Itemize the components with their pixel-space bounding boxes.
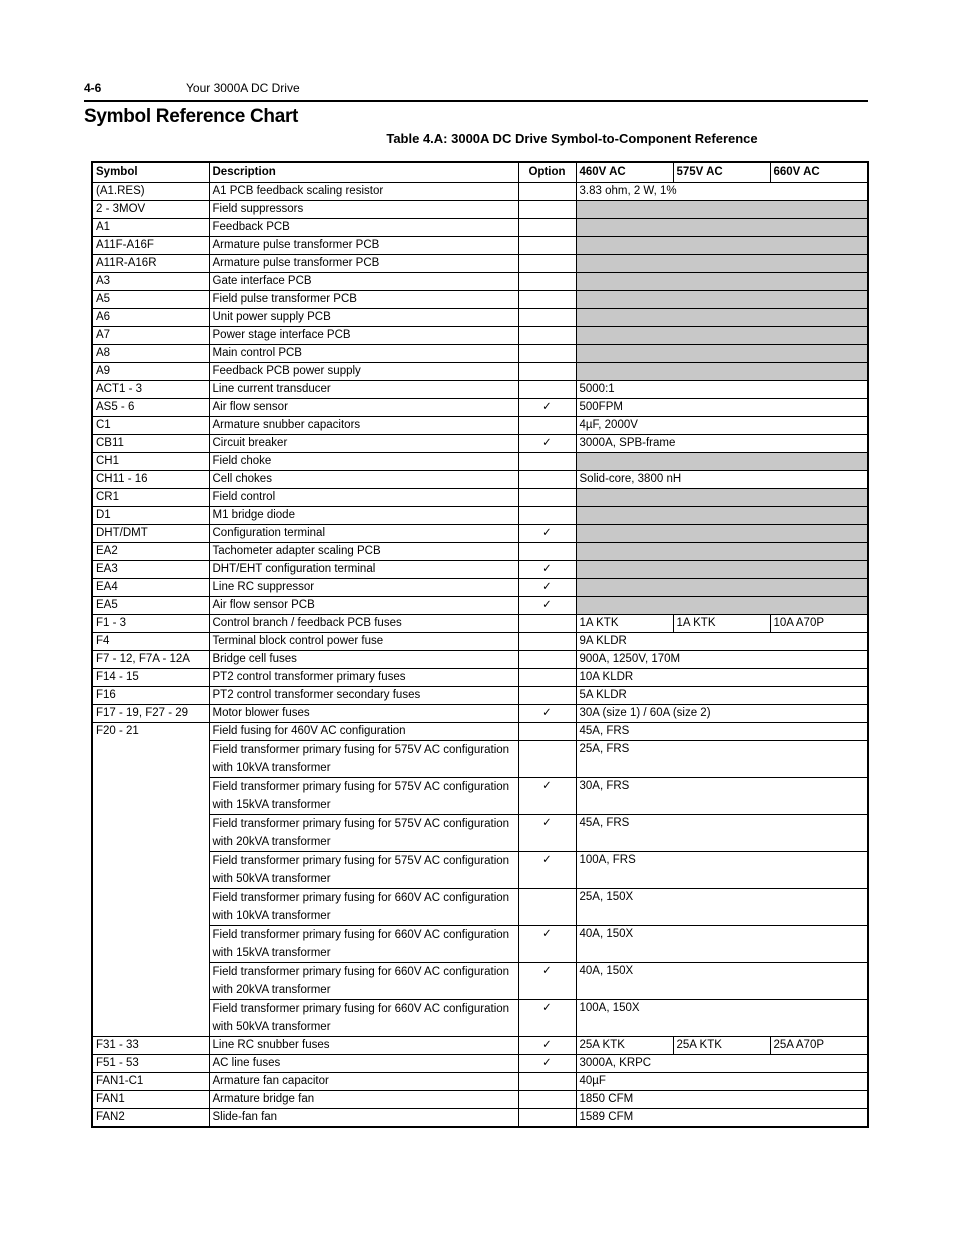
description-cell: Line RC snubber fuses <box>209 1037 518 1055</box>
value-575v: 1A KTK <box>673 615 770 633</box>
option-cell <box>518 1091 576 1109</box>
symbol-cell: FAN2 <box>92 1109 209 1128</box>
description-cell: Bridge cell fuses <box>209 651 518 669</box>
value-cell: 10A KLDR <box>576 669 868 687</box>
value-cell: 9A KLDR <box>576 633 868 651</box>
col-symbol: Symbol <box>92 162 209 183</box>
symbol-cell: DHT/DMT <box>92 525 209 543</box>
value-cell-shaded <box>576 561 868 579</box>
symbol-cell: D1 <box>92 507 209 525</box>
table-caption: Table 4.A: 3000A DC Drive Symbol-to-Component Reference <box>386 131 758 146</box>
table-row <box>92 651 868 669</box>
table-row <box>92 1091 868 1109</box>
option-check-icon: ✓ <box>518 705 576 723</box>
description-cell: M1 bridge diode <box>209 507 518 525</box>
table-row <box>92 345 868 363</box>
description-cell: Field control <box>209 489 518 507</box>
description-cell: Main control PCB <box>209 345 518 363</box>
symbol-cell: CH11 - 16 <box>92 471 209 489</box>
description-cell: Tachometer adapter scaling PCB <box>209 543 518 561</box>
description-cell: Field transformer primary fusing for 575V AC configuration with 20kVA transformer <box>209 815 518 852</box>
table-row <box>92 1037 868 1055</box>
description-cell: Field transformer primary fusing for 575V AC configuration with 10kVA transformer <box>209 741 518 778</box>
symbol-cell: CB11 <box>92 435 209 453</box>
symbol-cell: 2 - 3MOV <box>92 201 209 219</box>
symbol-cell: F51 - 53 <box>92 1055 209 1073</box>
symbol-cell: A11F-A16F <box>92 237 209 255</box>
description-cell: Field transformer primary fusing for 660V AC configuration with 10kVA transformer <box>209 889 518 926</box>
symbol-cell: CH1 <box>92 453 209 471</box>
symbol-cell: AS5 - 6 <box>92 399 209 417</box>
table-row <box>92 1055 868 1073</box>
table-row <box>92 889 868 926</box>
option-cell <box>518 723 576 741</box>
table-row <box>92 507 868 525</box>
value-cell-shaded <box>576 363 868 381</box>
value-cell: 40A, 150X <box>576 963 868 1000</box>
symbol-cell: F16 <box>92 687 209 705</box>
value-660v: 25A A70P <box>770 1037 868 1055</box>
description-cell: Feedback PCB <box>209 219 518 237</box>
option-check-icon: ✓ <box>518 525 576 543</box>
option-check-icon: ✓ <box>518 579 576 597</box>
symbol-cell: CR1 <box>92 489 209 507</box>
table-row <box>92 363 868 381</box>
value-cell: 900A, 1250V, 170M <box>576 651 868 669</box>
table-row <box>92 471 868 489</box>
value-cell-shaded <box>576 543 868 561</box>
value-cell: 45A, FRS <box>576 723 868 741</box>
symbol-cell: A6 <box>92 309 209 327</box>
table-row <box>92 926 868 963</box>
option-cell <box>518 471 576 489</box>
description-cell: Motor blower fuses <box>209 705 518 723</box>
symbol-cell <box>92 852 209 889</box>
value-cell-shaded <box>576 201 868 219</box>
value-cell: 40µF <box>576 1073 868 1091</box>
value-cell-shaded <box>576 309 868 327</box>
value-cell: 3.83 ohm, 2 W, 1% <box>576 183 868 201</box>
option-check-icon: ✓ <box>518 399 576 417</box>
table-row <box>92 815 868 852</box>
option-cell <box>518 741 576 778</box>
option-cell <box>518 687 576 705</box>
option-check-icon: ✓ <box>518 1037 576 1055</box>
table-row <box>92 1073 868 1091</box>
description-cell: AC line fuses <box>209 1055 518 1073</box>
symbol-cell: EA4 <box>92 579 209 597</box>
description-cell: Field choke <box>209 453 518 471</box>
description-cell: Armature bridge fan <box>209 1091 518 1109</box>
description-cell: Field transformer primary fusing for 575V AC configuration with 15kVA transformer <box>209 778 518 815</box>
value-cell-shaded <box>576 255 868 273</box>
option-cell <box>518 183 576 201</box>
symbol-cell: C1 <box>92 417 209 435</box>
description-cell: A1 PCB feedback scaling resistor <box>209 183 518 201</box>
value-575v: 25A KTK <box>673 1037 770 1055</box>
value-cell: 5000:1 <box>576 381 868 399</box>
symbol-cell: EA3 <box>92 561 209 579</box>
description-cell: Gate interface PCB <box>209 273 518 291</box>
option-cell <box>518 309 576 327</box>
col-660v: 660V AC <box>770 162 868 183</box>
table-row <box>92 327 868 345</box>
symbol-cell: F4 <box>92 633 209 651</box>
description-cell: Feedback PCB power supply <box>209 363 518 381</box>
description-cell: Circuit breaker <box>209 435 518 453</box>
page-number: 4-6 <box>84 81 102 95</box>
table-row <box>92 561 868 579</box>
value-cell-shaded <box>576 525 868 543</box>
value-cell: 3000A, SPB-frame <box>576 435 868 453</box>
option-cell <box>518 219 576 237</box>
table-row <box>92 597 868 615</box>
description-cell: Slide-fan fan <box>209 1109 518 1128</box>
table-row <box>92 399 868 417</box>
table-row <box>92 633 868 651</box>
option-check-icon: ✓ <box>518 1000 576 1037</box>
table-row <box>92 1109 868 1128</box>
table-row <box>92 489 868 507</box>
table-row <box>92 291 868 309</box>
value-cell: 3000A, KRPC <box>576 1055 868 1073</box>
section-title: Symbol Reference Chart <box>84 106 299 127</box>
symbol-cell: (A1.RES) <box>92 183 209 201</box>
value-cell: 45A, FRS <box>576 815 868 852</box>
description-cell: Unit power supply PCB <box>209 309 518 327</box>
option-cell <box>518 273 576 291</box>
symbol-cell: A5 <box>92 291 209 309</box>
symbol-cell <box>92 741 209 778</box>
table-row <box>92 778 868 815</box>
symbol-cell: A3 <box>92 273 209 291</box>
col-description: Description <box>209 162 518 183</box>
description-cell: DHT/EHT configuration terminal <box>209 561 518 579</box>
symbol-cell: A11R-A16R <box>92 255 209 273</box>
description-cell: Control branch / feedback PCB fuses <box>209 615 518 633</box>
symbol-cell: EA5 <box>92 597 209 615</box>
symbol-cell <box>92 889 209 926</box>
option-cell <box>518 507 576 525</box>
table-row <box>92 201 868 219</box>
option-cell <box>518 669 576 687</box>
value-cell: 30A (size 1) / 60A (size 2) <box>576 705 868 723</box>
description-cell: Air flow sensor PCB <box>209 597 518 615</box>
symbol-cell: FAN1 <box>92 1091 209 1109</box>
symbol-cell: F20 - 21 <box>92 723 209 741</box>
symbol-cell <box>92 778 209 815</box>
value-cell: 40A, 150X <box>576 926 868 963</box>
value-cell-shaded <box>576 579 868 597</box>
option-check-icon: ✓ <box>518 963 576 1000</box>
description-cell: Field pulse transformer PCB <box>209 291 518 309</box>
option-cell <box>518 633 576 651</box>
option-cell <box>518 381 576 399</box>
table-row <box>92 381 868 399</box>
description-cell: Field fusing for 460V AC configuration <box>209 723 518 741</box>
value-cell-shaded <box>576 489 868 507</box>
value-cell: 100A, 150X <box>576 1000 868 1037</box>
description-cell: Configuration terminal <box>209 525 518 543</box>
table-row <box>92 723 868 741</box>
symbol-cell: FAN1-C1 <box>92 1073 209 1091</box>
table-row <box>92 525 868 543</box>
table-row <box>92 852 868 889</box>
description-cell: Field transformer primary fusing for 575V AC configuration with 50kVA transformer <box>209 852 518 889</box>
description-cell: Air flow sensor <box>209 399 518 417</box>
table-row <box>92 417 868 435</box>
table-row <box>92 435 868 453</box>
option-cell <box>518 255 576 273</box>
table-row <box>92 687 868 705</box>
value-cell-shaded <box>576 327 868 345</box>
col-575v: 575V AC <box>673 162 770 183</box>
option-cell <box>518 1109 576 1128</box>
value-cell: 1589 CFM <box>576 1109 868 1128</box>
description-cell: Field transformer primary fusing for 660V AC configuration with 50kVA transformer <box>209 1000 518 1037</box>
description-cell: Field suppressors <box>209 201 518 219</box>
value-cell: 30A, FRS <box>576 778 868 815</box>
option-cell <box>518 327 576 345</box>
col-460v: 460V AC <box>576 162 673 183</box>
symbol-cell: F14 - 15 <box>92 669 209 687</box>
page-header <box>84 80 868 102</box>
value-cell: 5A KLDR <box>576 687 868 705</box>
table-row <box>92 219 868 237</box>
symbol-cell: F17 - 19, F27 - 29 <box>92 705 209 723</box>
value-cell: Solid-core, 3800 nH <box>576 471 868 489</box>
description-cell: PT2 control transformer primary fuses <box>209 669 518 687</box>
symbol-cell <box>92 815 209 852</box>
value-cell-shaded <box>576 273 868 291</box>
description-cell: Line RC suppressor <box>209 579 518 597</box>
symbol-cell <box>92 1000 209 1037</box>
value-cell-shaded <box>576 291 868 309</box>
value-460v: 1A KTK <box>576 615 673 633</box>
option-cell <box>518 889 576 926</box>
option-cell <box>518 345 576 363</box>
value-660v: 10A A70P <box>770 615 868 633</box>
option-cell <box>518 543 576 561</box>
value-cell-shaded <box>576 219 868 237</box>
symbol-cell: ACT1 - 3 <box>92 381 209 399</box>
value-cell: 500FPM <box>576 399 868 417</box>
symbol-cell: EA2 <box>92 543 209 561</box>
value-460v: 25A KTK <box>576 1037 673 1055</box>
col-option: Option <box>518 162 576 183</box>
option-check-icon: ✓ <box>518 852 576 889</box>
symbol-cell <box>92 926 209 963</box>
table-row <box>92 705 868 723</box>
description-cell: Power stage interface PCB <box>209 327 518 345</box>
symbol-cell: F7 - 12, F7A - 12A <box>92 651 209 669</box>
option-cell <box>518 417 576 435</box>
description-cell: Cell chokes <box>209 471 518 489</box>
description-cell: Field transformer primary fusing for 660V AC configuration with 20kVA transformer <box>209 963 518 1000</box>
table-row <box>92 273 868 291</box>
description-cell: Line current transducer <box>209 381 518 399</box>
table-header-row <box>92 162 868 183</box>
symbol-cell: F1 - 3 <box>92 615 209 633</box>
table-row <box>92 741 868 778</box>
option-cell <box>518 201 576 219</box>
symbol-cell: A8 <box>92 345 209 363</box>
value-cell: 25A, FRS <box>576 741 868 778</box>
option-check-icon: ✓ <box>518 1055 576 1073</box>
option-check-icon: ✓ <box>518 815 576 852</box>
option-cell <box>518 1073 576 1091</box>
table-row <box>92 183 868 201</box>
value-cell-shaded <box>576 507 868 525</box>
value-cell-shaded <box>576 345 868 363</box>
table-row <box>92 579 868 597</box>
option-cell <box>518 363 576 381</box>
option-check-icon: ✓ <box>518 926 576 963</box>
symbol-cell: A9 <box>92 363 209 381</box>
option-cell <box>518 489 576 507</box>
running-title: Your 3000A DC Drive <box>186 81 300 95</box>
description-cell: Armature pulse transformer PCB <box>209 255 518 273</box>
description-cell: Field transformer primary fusing for 660V AC configuration with 15kVA transformer <box>209 926 518 963</box>
table-row <box>92 669 868 687</box>
value-cell: 100A, FRS <box>576 852 868 889</box>
description-cell: Armature fan capacitor <box>209 1073 518 1091</box>
symbol-cell <box>92 963 209 1000</box>
option-cell <box>518 291 576 309</box>
description-cell: Armature snubber capacitors <box>209 417 518 435</box>
value-cell: 1850 CFM <box>576 1091 868 1109</box>
value-cell-shaded <box>576 237 868 255</box>
value-cell: 4µF, 2000V <box>576 417 868 435</box>
value-cell: 25A, 150X <box>576 889 868 926</box>
description-cell: Armature pulse transformer PCB <box>209 237 518 255</box>
option-cell <box>518 615 576 633</box>
option-cell <box>518 453 576 471</box>
option-cell <box>518 237 576 255</box>
table-row <box>92 963 868 1000</box>
description-cell: PT2 control transformer secondary fuses <box>209 687 518 705</box>
option-check-icon: ✓ <box>518 778 576 815</box>
table-row <box>92 309 868 327</box>
symbol-cell: F31 - 33 <box>92 1037 209 1055</box>
description-cell: Terminal block control power fuse <box>209 633 518 651</box>
table-row <box>92 1000 868 1037</box>
table-row <box>92 255 868 273</box>
option-check-icon: ✓ <box>518 561 576 579</box>
option-cell <box>518 651 576 669</box>
table-row <box>92 237 868 255</box>
table-row <box>92 543 868 561</box>
value-cell-shaded <box>576 597 868 615</box>
table-row <box>92 615 868 633</box>
symbol-cell: A7 <box>92 327 209 345</box>
option-check-icon: ✓ <box>518 435 576 453</box>
option-check-icon: ✓ <box>518 597 576 615</box>
symbol-cell: A1 <box>92 219 209 237</box>
table-row <box>92 453 868 471</box>
symbol-reference-table <box>91 161 869 1128</box>
value-cell-shaded <box>576 453 868 471</box>
